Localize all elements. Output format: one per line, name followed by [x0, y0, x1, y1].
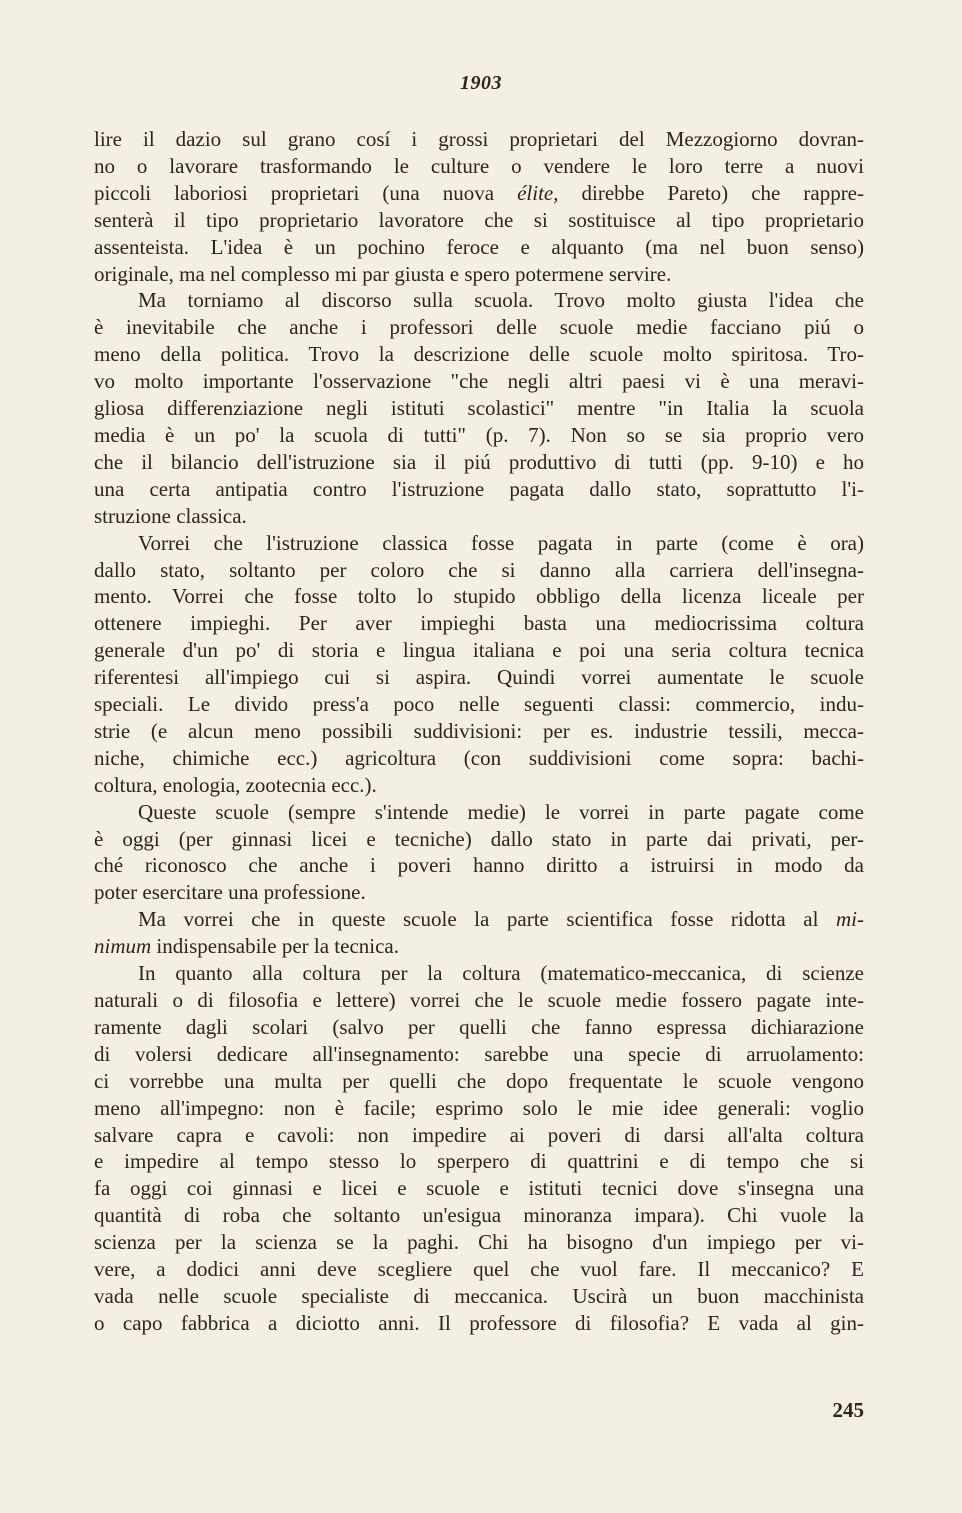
text-line: Ma vorrei che in queste scuole la parte scientifica fosse ridotta al mi- — [138, 907, 864, 932]
text-line: ci vorrebbe una multa per quelli che dopo frequentate le scuole vengono — [94, 1068, 864, 1093]
text-line: lire il dazio sul grano cosí i grossi proprietari del Mezzogiorno dovran- — [94, 127, 864, 151]
text-line: salvare capra e cavoli: non impedire ai poveri di darsi all'alta coltura — [94, 1122, 864, 1147]
text-line: poter esercitare una professione. — [94, 880, 366, 905]
text-line: Queste scuole (sempre s'intende medie) le vorrei in parte pagate come — [138, 799, 864, 824]
text-line: quantità di roba che soltanto un'esigua minoranza impara). Chi vuole la — [94, 1203, 864, 1228]
text-line: scienza per la scienza se la paghi. Chi ha bisogno d'un impiego per vi- — [94, 1230, 864, 1255]
text-line: dallo stato, soltanto per coloro che si danno alla carriera dell'insegna- — [94, 557, 864, 582]
text-line: media è un po' la scuola di tutti" (p. 7). Non so se sia proprio vero — [94, 422, 864, 447]
text-line: struzione classica. — [94, 503, 247, 528]
text-line: ottenere impieghi. Per aver impieghi basta una mediocrissima coltura — [94, 611, 864, 636]
text-line: strie (e alcun meno possibili suddivisioni: per es. industrie tessili, mecca- — [94, 718, 864, 743]
running-head: 1903 — [460, 72, 502, 94]
text-line: meno della politica. Trovo la descrizione delle scuole molto spiritosa. Tro- — [94, 342, 864, 367]
text-line: vere, a dodici anni deve scegliere quel che vuol fare. Il meccanico? E — [94, 1257, 864, 1282]
text-line: meno all'impegno: non è facile; esprimo solo le mie idee generali: voglio — [94, 1095, 864, 1120]
text-line: vada nelle scuole specialiste di meccanica. Uscirà un buon macchinista — [94, 1283, 864, 1308]
text-line: nimum indispensabile per la tecnica. — [94, 934, 399, 959]
text-line: generale d'un po' di storia e lingua italiana e poi una seria coltura tecnica — [94, 638, 864, 663]
text-line: di volersi dedicare all'insegnamento: sarebbe una specie di arruolamento: — [94, 1041, 864, 1066]
text-line: assenteista. L'idea è un pochino feroce e alquanto (ma nel buon senso) — [94, 234, 864, 259]
text-line: niche, chimiche ecc.) agricoltura (con suddivisioni come sopra: bachi- — [94, 745, 864, 770]
text-line: ramente dagli scolari (salvo per quelli che fanno espressa dichiarazione — [94, 1014, 864, 1039]
text-line: gliosa differenziazione negli istituti scolastici" mentre "in Italia la scuola — [94, 396, 864, 421]
text-line: o capo fabbrica a diciotto anni. Il professore di filosofia? E vada al gin- — [94, 1310, 864, 1335]
text-line: che il bilancio dell'istruzione sia il piú produttivo di tutti (pp. 9-10) e ho — [94, 449, 864, 474]
text-line: Vorrei che l'istruzione classica fosse pagata in parte (come è ora) — [138, 530, 864, 555]
text-line: mento. Vorrei che fosse tolto lo stupido obbligo della licenza liceale per — [94, 584, 864, 609]
text-line: è oggi (per ginnasi licei e tecniche) dallo stato in parte dai privati, per- — [94, 826, 864, 851]
body-text — [94, 126, 864, 1337]
text-line: fa oggi coi ginnasi e licei e scuole e istituti tecnici dove s'insegna una — [94, 1176, 864, 1201]
text-line: In quanto alla coltura per la coltura (matematico-meccanica, di scienze — [138, 961, 864, 986]
text-line: e impedire al tempo stesso lo sperpero di quattrini e di tempo che si — [94, 1149, 864, 1174]
page-number: 245 — [832, 1398, 864, 1422]
text-line: naturali o di filosofia e lettere) vorrei che le scuole medie fossero pagate inte- — [94, 988, 864, 1012]
text-line: ché riconosco che anche i poveri hanno diritto a istruirsi in modo da — [94, 853, 864, 878]
text-line: piccoli laboriosi proprietari (una nuova élite, direbbe Pareto) che rappre- — [94, 180, 864, 205]
text-line: riferentesi all'impiego cui si aspira. Quindi vorrei aumentate le scuole — [94, 665, 864, 690]
text-line: vo molto importante l'osservazione "che negli altri paesi vi è una meravi- — [94, 369, 864, 394]
text-line: originale, ma nel complesso mi par giusta e spero potermene servire. — [94, 261, 672, 286]
text-line: una certa antipatia contro l'istruzione pagata dallo stato, soprattutto l'i- — [94, 476, 864, 501]
text-line: senterà il tipo proprietario lavoratore che si sostituisce al tipo proprietario — [94, 207, 864, 232]
text-line: è inevitabile che anche i professori delle scuole medie facciano piú o — [94, 315, 864, 340]
text-line: no o lavorare trasformando le culture o vendere le loro terre a nuovi — [94, 153, 864, 178]
text-line: speciali. Le divido press'a poco nelle seguenti classi: commercio, indu- — [94, 692, 864, 717]
text-line: coltura, enologia, zootecnia ecc.). — [94, 772, 377, 797]
text-line: Ma torniamo al discorso sulla scuola. Trovo molto giusta l'idea che — [138, 288, 864, 313]
